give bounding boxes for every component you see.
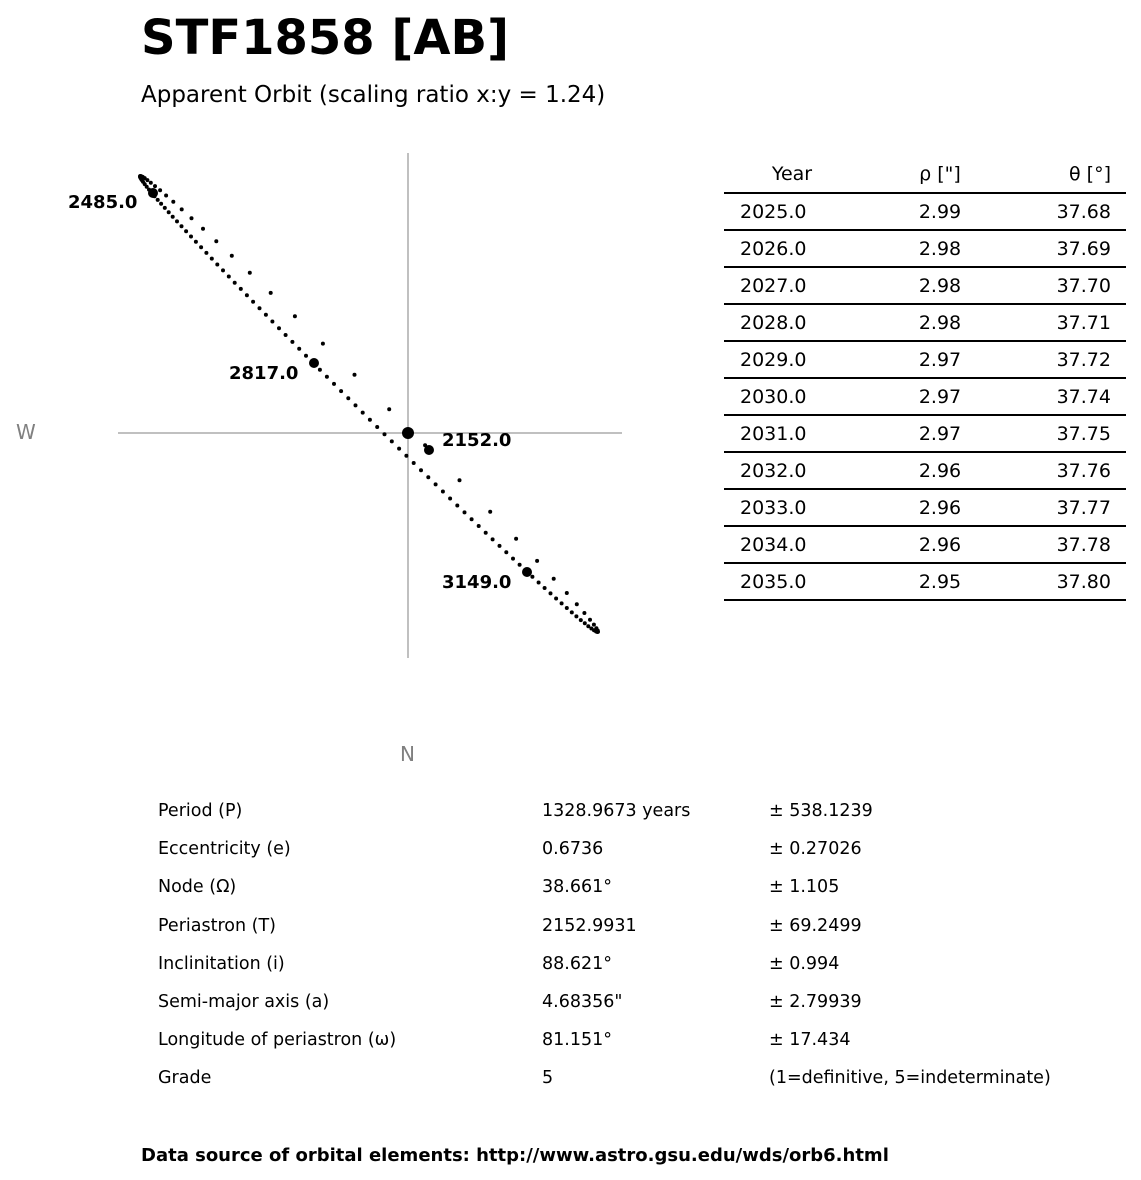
orbit-point xyxy=(239,287,243,291)
orbit-points xyxy=(138,174,600,634)
element-value: 5 xyxy=(542,1068,554,1089)
cell-theta: 37.69 xyxy=(1020,230,1126,267)
north-label: N xyxy=(400,742,415,766)
cell-year: 2035.0 xyxy=(724,563,860,600)
epoch-label: 2152.0 xyxy=(442,430,512,451)
element-value: 88.621° xyxy=(542,953,612,974)
ephemeris-table xyxy=(724,156,1126,601)
orbit-point xyxy=(537,581,541,585)
cell-theta: 37.74 xyxy=(1020,378,1126,415)
orbit-point xyxy=(227,275,231,279)
orbit-point xyxy=(156,198,160,202)
cell-year: 2025.0 xyxy=(724,193,860,230)
table-row xyxy=(724,563,1126,600)
element-value: 1328.9673 years xyxy=(542,801,691,821)
table-header-row xyxy=(724,156,1126,193)
orbit-point xyxy=(582,611,586,615)
cell-year: 2029.0 xyxy=(724,341,860,378)
table-row xyxy=(724,489,1126,526)
cell-theta: 37.70 xyxy=(1020,267,1126,304)
orbit-point xyxy=(484,531,488,535)
header-theta: θ [°] xyxy=(1020,156,1126,193)
cell-rho: 2.98 xyxy=(860,304,1020,341)
orbit-point xyxy=(592,623,596,627)
orbit-point xyxy=(284,333,288,337)
orbit-point xyxy=(297,347,301,351)
orbit-point xyxy=(390,439,394,443)
primary-star-marker xyxy=(402,427,414,439)
element-error: (1=definitive, 5=indeterminate) xyxy=(769,1068,1051,1089)
orbit-point xyxy=(511,557,515,561)
element-error: ± 2.79939 xyxy=(769,991,862,1012)
element-name: Inclinitation (i) xyxy=(158,953,285,974)
orbit-point xyxy=(549,591,553,595)
orbit-point xyxy=(194,240,198,244)
orbit-point xyxy=(158,188,162,192)
element-error: ± 0.27026 xyxy=(769,839,862,860)
orbit-point xyxy=(488,510,492,514)
orbit-point xyxy=(375,425,379,429)
element-name: Longitude of periastron (ω) xyxy=(158,1030,397,1051)
orbit-point xyxy=(264,313,268,317)
orbit-point xyxy=(339,389,343,393)
header-year: Year xyxy=(724,156,860,193)
orbit-point xyxy=(412,461,416,465)
element-error: ± 17.434 xyxy=(769,1030,851,1051)
cell-rho: 2.97 xyxy=(860,378,1020,415)
orbit-point xyxy=(583,621,587,625)
cell-rho: 2.98 xyxy=(860,267,1020,304)
orbit-point xyxy=(588,618,592,622)
element-name: Node (Ω) xyxy=(158,877,237,898)
orbit-point xyxy=(245,293,249,297)
orbit-point xyxy=(190,216,194,220)
orbit-point xyxy=(258,306,262,310)
orbit-point xyxy=(332,382,336,386)
orbit-point xyxy=(463,510,467,514)
orbit-plot xyxy=(0,140,700,780)
orbit-point xyxy=(214,239,218,243)
page-title: STF1858 [AB] xyxy=(141,10,510,66)
orbit-point xyxy=(535,559,539,563)
orbit-point xyxy=(321,342,325,346)
orbit-point xyxy=(543,586,547,590)
orbit-point xyxy=(570,610,574,614)
orbit-point xyxy=(498,544,502,548)
cell-theta: 37.68 xyxy=(1020,193,1126,230)
element-value: 0.6736 xyxy=(542,839,604,860)
orbit-point xyxy=(397,447,401,451)
element-error: ± 69.2499 xyxy=(769,915,862,936)
orbit-point xyxy=(277,326,281,330)
header-rho: ρ ["] xyxy=(860,156,1020,193)
epoch-point xyxy=(148,188,158,198)
orbit-point xyxy=(180,207,184,211)
orbit-point xyxy=(210,257,214,261)
cell-rho: 2.98 xyxy=(860,230,1020,267)
cell-rho: 2.97 xyxy=(860,415,1020,452)
element-value: 38.661° xyxy=(542,877,612,898)
orbit-point xyxy=(530,575,534,579)
orbit-point xyxy=(575,602,579,606)
west-label: W xyxy=(16,420,36,444)
element-value: 2152.9931 xyxy=(542,915,637,936)
orbit-point xyxy=(189,235,193,239)
orbit-point xyxy=(552,577,556,581)
labelled-epochs xyxy=(68,188,532,593)
orbit-point xyxy=(201,227,205,231)
cell-theta: 37.78 xyxy=(1020,526,1126,563)
orbit-point xyxy=(153,184,157,188)
cell-theta: 37.71 xyxy=(1020,304,1126,341)
orbit-point xyxy=(204,251,208,255)
epoch-label: 3149.0 xyxy=(442,572,512,593)
element-error: ± 0.994 xyxy=(769,953,840,974)
element-name: Periastron (T) xyxy=(158,915,276,936)
orbit-point xyxy=(290,340,294,344)
orbit-point xyxy=(318,368,322,372)
orbit-point xyxy=(458,478,462,482)
cell-year: 2032.0 xyxy=(724,452,860,489)
table-row xyxy=(724,341,1126,378)
orbit-point xyxy=(346,396,350,400)
orbit-point xyxy=(383,432,387,436)
orbit-point xyxy=(230,254,234,258)
table-row xyxy=(724,230,1126,267)
orbit-point xyxy=(251,300,255,304)
cell-theta: 37.77 xyxy=(1020,489,1126,526)
orbit-point xyxy=(325,375,329,379)
orbit-point xyxy=(387,407,391,411)
orbit-point xyxy=(180,224,184,228)
cell-theta: 37.80 xyxy=(1020,563,1126,600)
orbit-point xyxy=(149,181,153,185)
cell-theta: 37.72 xyxy=(1020,341,1126,378)
epoch-label: 2817.0 xyxy=(229,363,299,384)
cell-rho: 2.96 xyxy=(860,526,1020,563)
orbit-point xyxy=(470,517,474,521)
cell-theta: 37.75 xyxy=(1020,415,1126,452)
orbit-point xyxy=(354,403,358,407)
orbit-point xyxy=(167,210,171,214)
orbit-point xyxy=(199,245,203,249)
element-value: 81.151° xyxy=(542,1030,612,1051)
table-row xyxy=(724,415,1126,452)
cell-year: 2030.0 xyxy=(724,378,860,415)
orbit-point xyxy=(426,475,430,479)
orbit-point xyxy=(594,626,598,630)
orbit-point xyxy=(159,202,163,206)
cell-year: 2031.0 xyxy=(724,415,860,452)
cell-year: 2028.0 xyxy=(724,304,860,341)
orbit-point xyxy=(448,497,452,501)
orbit-point xyxy=(164,194,168,198)
orbit-point xyxy=(434,482,438,486)
element-name: Grade xyxy=(158,1068,212,1089)
orbit-point xyxy=(270,320,274,324)
orbit-point xyxy=(455,504,459,508)
orbit-point xyxy=(163,206,167,210)
epoch-point xyxy=(424,445,434,455)
orbit-point xyxy=(504,550,508,554)
orbit-point xyxy=(304,354,308,358)
orbit-point xyxy=(293,314,297,318)
orbit-point xyxy=(491,537,495,541)
orbit-point xyxy=(560,601,564,605)
orbit-point xyxy=(565,591,569,595)
orbit-point xyxy=(477,524,481,528)
orbit-point xyxy=(579,618,583,622)
cell-year: 2026.0 xyxy=(724,230,860,267)
orbit-point xyxy=(233,281,237,285)
cell-rho: 2.95 xyxy=(860,563,1020,600)
element-name: Eccentricity (e) xyxy=(158,839,291,860)
data-source-footer: Data source of orbital elements: http://www.astro.gsu.edu/wds/orb6.html xyxy=(141,1145,889,1166)
table-row xyxy=(724,193,1126,230)
epoch-label: 2485.0 xyxy=(68,192,138,213)
table-row xyxy=(724,304,1126,341)
element-value: 4.68356" xyxy=(542,991,623,1012)
orbit-point xyxy=(518,563,522,567)
orbit-point xyxy=(514,537,518,541)
element-name: Period (P) xyxy=(158,801,243,821)
cell-rho: 2.99 xyxy=(860,193,1020,230)
cell-rho: 2.96 xyxy=(860,489,1020,526)
orbit-point xyxy=(215,263,219,267)
orbit-point xyxy=(574,614,578,618)
orbit-point xyxy=(269,291,273,295)
orbit-point xyxy=(171,215,175,219)
table-row xyxy=(724,452,1126,489)
epoch-point xyxy=(522,567,532,577)
orbit-point xyxy=(419,468,423,472)
cell-year: 2033.0 xyxy=(724,489,860,526)
orbit-point xyxy=(184,229,188,233)
orbit-point xyxy=(565,606,569,610)
epoch-point xyxy=(309,358,319,368)
cell-year: 2027.0 xyxy=(724,267,860,304)
element-name: Semi-major axis (a) xyxy=(158,991,330,1012)
orbit-point xyxy=(404,454,408,458)
table-row xyxy=(724,267,1126,304)
element-error: ± 1.105 xyxy=(769,877,840,898)
orbit-point xyxy=(221,268,225,272)
table-row xyxy=(724,526,1126,563)
chart-subtitle: Apparent Orbit (scaling ratio x:y = 1.24) xyxy=(141,82,606,108)
orbit-point xyxy=(368,418,372,422)
orbit-point xyxy=(554,597,558,601)
cell-rho: 2.97 xyxy=(860,341,1020,378)
table-row xyxy=(724,378,1126,415)
cell-year: 2034.0 xyxy=(724,526,860,563)
orbit-point xyxy=(171,200,175,204)
orbit-point xyxy=(175,219,179,223)
cell-theta: 37.76 xyxy=(1020,452,1126,489)
orbit-point xyxy=(248,271,252,275)
cell-rho: 2.96 xyxy=(860,452,1020,489)
orbit-point xyxy=(361,411,365,415)
orbit-point xyxy=(353,373,357,377)
element-error: ± 538.1239 xyxy=(769,801,873,821)
orbit-point xyxy=(441,490,445,494)
